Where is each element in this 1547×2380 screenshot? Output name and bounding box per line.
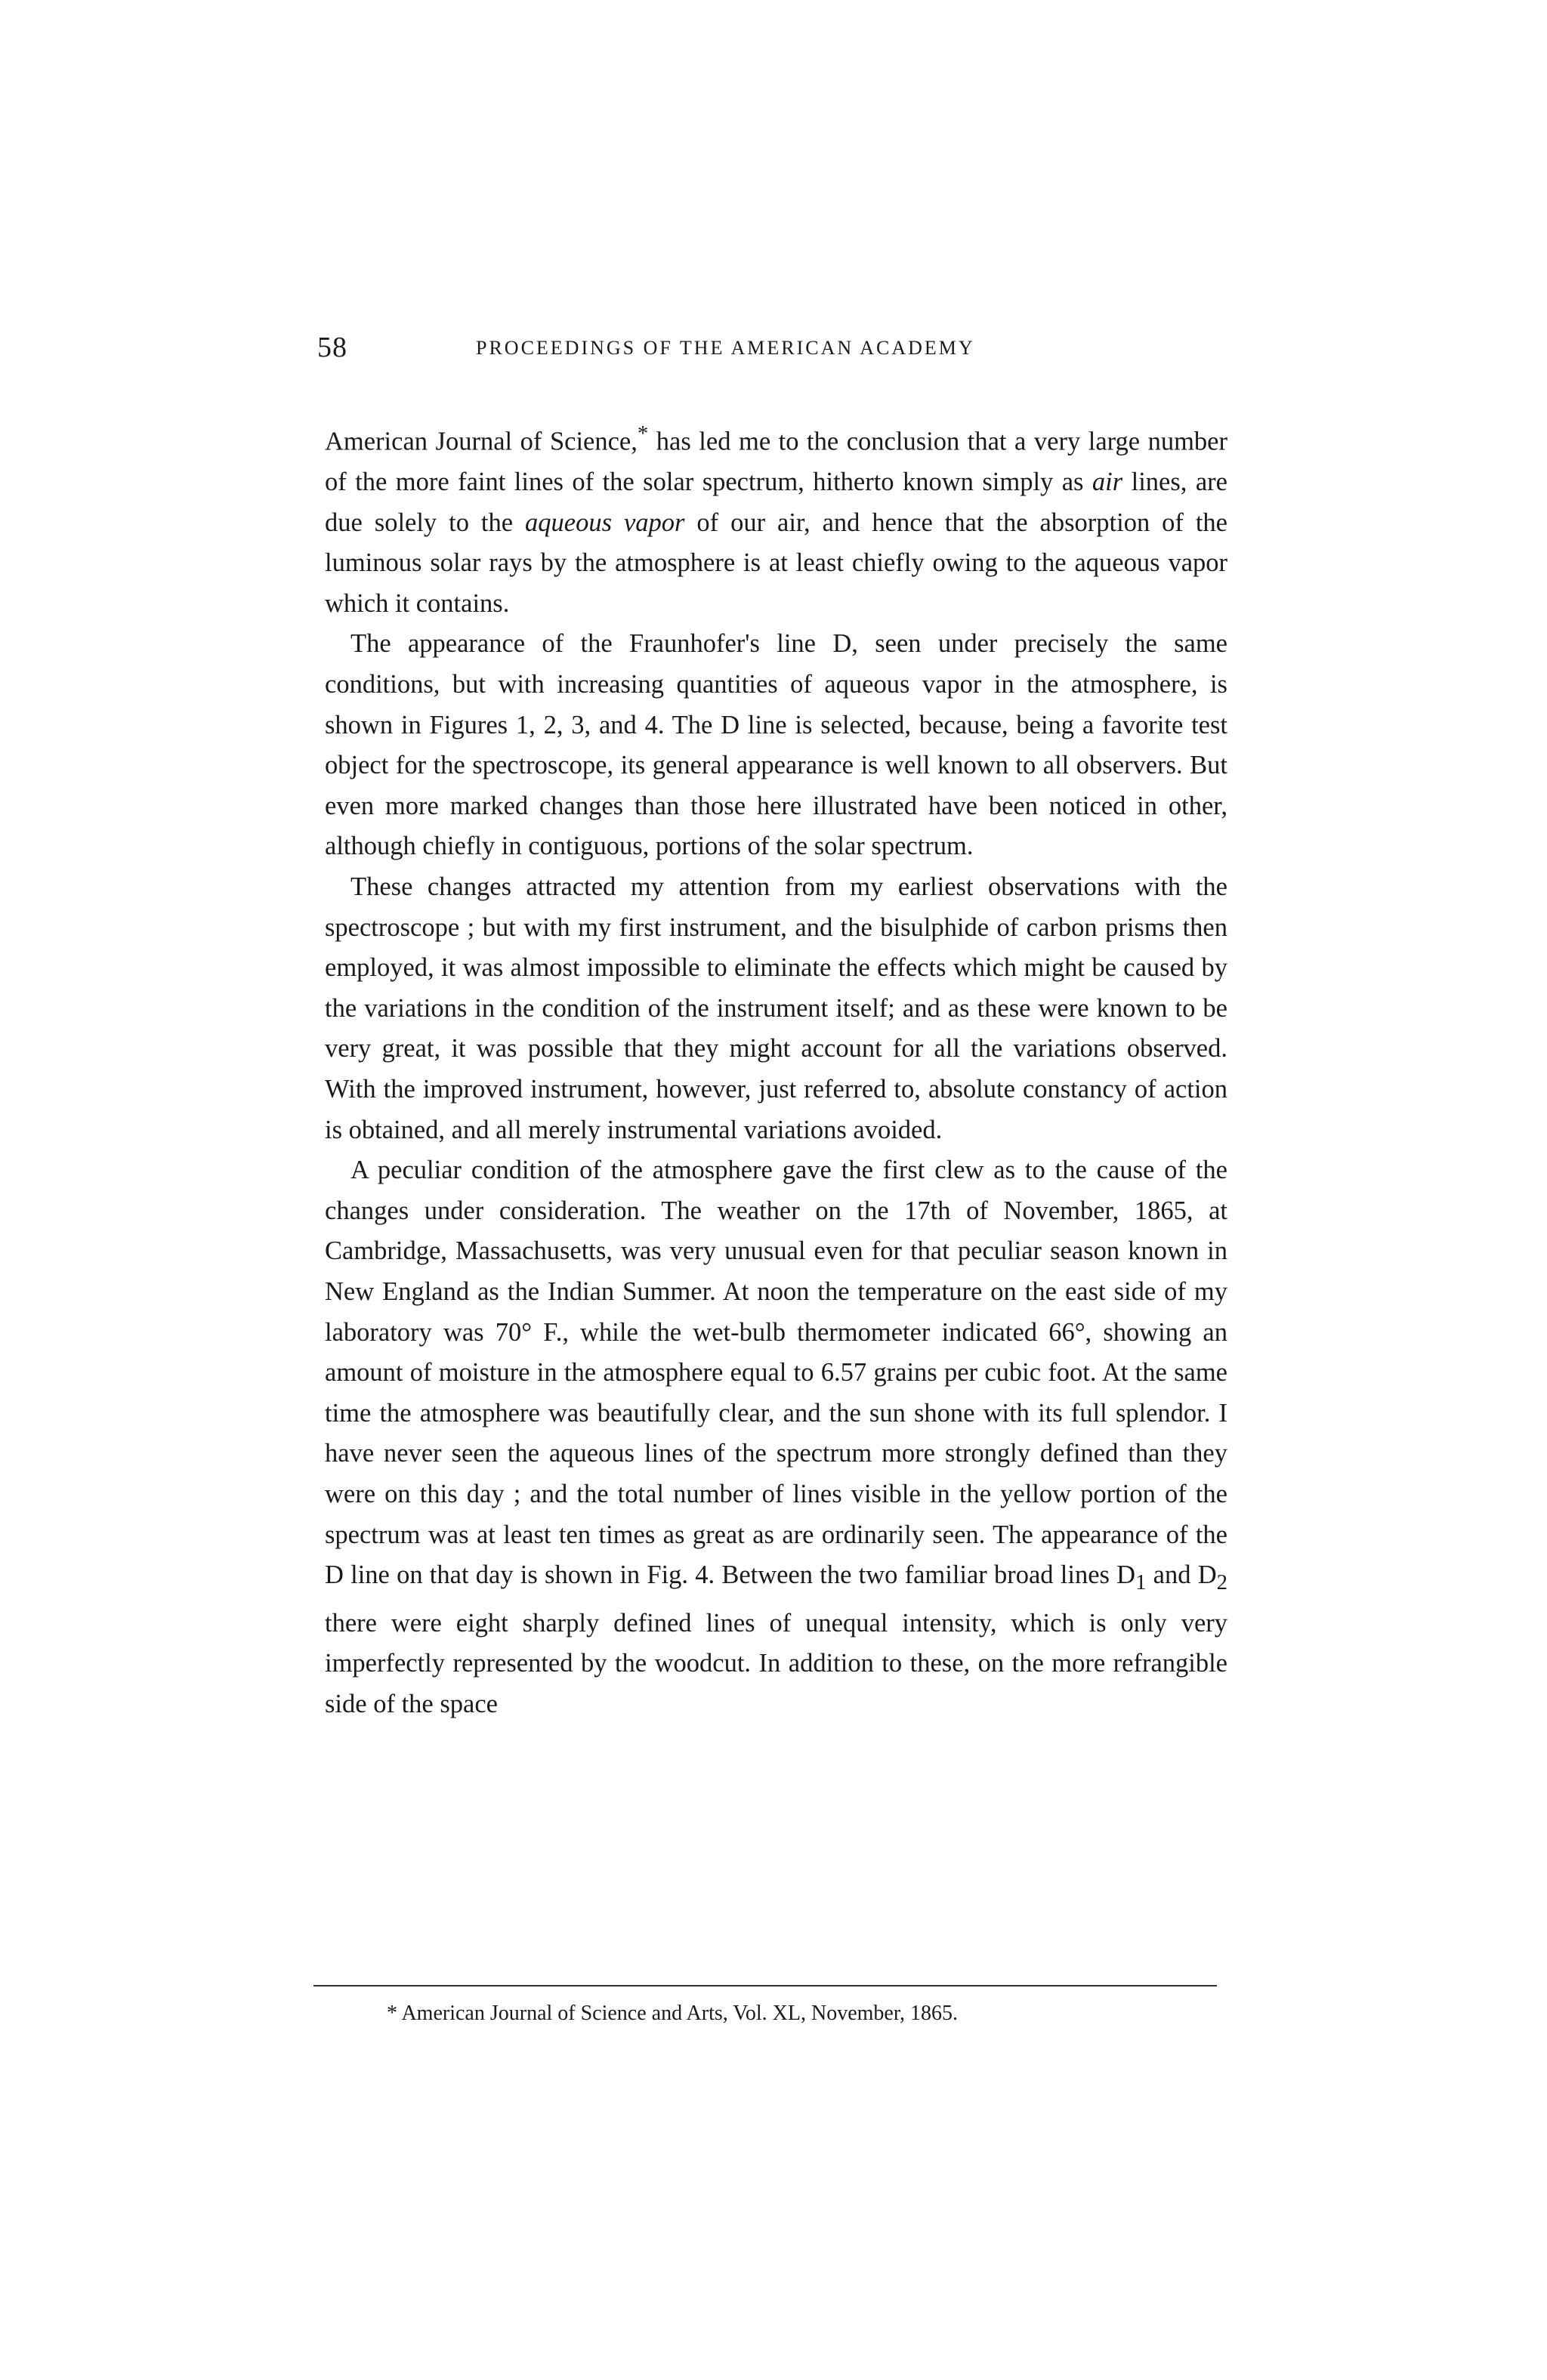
subscript-2: 2 xyxy=(1216,1570,1227,1595)
paragraph-1-text-a: American Journal of Science, xyxy=(325,427,638,456)
paragraph-4 xyxy=(325,1150,1227,1724)
footnote-reference: * xyxy=(637,421,649,446)
paragraph-1-text-d: of our air, and hence that the absorption of the luminous solar rays by the atmosphere is at least chiefly owing to the aqueous vapor which it contains. xyxy=(325,508,1227,618)
subscript-1: 1 xyxy=(1135,1570,1147,1595)
paragraph-4-text-b: and D xyxy=(1146,1560,1217,1590)
paragraph-2: The appearance of the Fraunhofer's line D, seen under precisely the same conditions, but with increasing quantities of aqueous vapor in the atmosphere, is shown in Figures 1, 2, 3, and 4. The D line is selected, because, being a favorite test object for the spectroscope, its general appearance is well known to all observers. But even more marked changes than those here illustrated have been noticed in other, although chiefly in contiguous, portions of the solar spectrum. xyxy=(325,629,1227,861)
paragraph-4-text-c: there were eight sharply defined lines of unequal intensity, which is only very imperfectly represented by the woodcut. In addition to these, on the more refrangible side of the space xyxy=(325,1608,1227,1718)
footnote-divider xyxy=(313,1985,1217,1986)
paragraph-4-text-a: A peculiar condition of the atmosphere gave the first clew as to the cause of the changes under consideration. The weather on the 17th of November, 1865, at Cambridge, Massachusetts, was very unusual even for that peculiar season known in New England as the Indian Summer. At noon the temperature on the east side of my laboratory was 70° F., while the wet-bulb thermometer indicated 66°, showing an amount of moisture in the atmosphere equal to 6.57 grains per cubic foot. At the same time the atmosphere was beautifully clear, and the sun shone with its full splendor. I have never seen the aqueous lines of the spectrum more strongly defined than they were on this day ; and the total number of lines visible in the yellow portion of the spectrum was at least ten times as great as are ordinarily seen. The appearance of the D line on that day is shown in Fig. 4. Between the two familiar broad lines D xyxy=(325,1156,1227,1590)
footnote-marker: * xyxy=(387,2002,397,2025)
footnote-text: American Journal of Science and Arts, Vol. XL, November, 1865. xyxy=(397,2002,959,2025)
body-text xyxy=(325,414,1227,1724)
footnote xyxy=(387,1999,958,2029)
paragraph-1-text-c: lines, are due solely to the xyxy=(325,468,1227,537)
running-head xyxy=(317,331,1224,376)
running-title: PROCEEDINGS OF THE AMERICAN ACADEMY xyxy=(476,337,975,359)
paragraph-1 xyxy=(325,414,1227,624)
emphasis-air: air xyxy=(1092,468,1123,497)
paragraph-1-text-b: has led me to the conclusion that a very large number of the more faint lines of the solar spectrum, hitherto known simply as xyxy=(325,427,1227,497)
page-number: 58 xyxy=(317,332,347,363)
paragraph-3: These changes attracted my attention from my earliest observations with the spectroscope ; but with my first instrument, and the bisulphide of carbon prisms then employed, it was almost impossible to eliminate the effects which might be caused by the variations in the condition of the instrument itself; and as these were known to be very great, it was possible that they might account for all the variations observed. With the improved instrument, however, just referred to, absolute constancy of action is obtained, and all merely instrumental variations avoided. xyxy=(325,872,1227,1144)
emphasis-aqueous-vapor: aqueous vapor xyxy=(525,508,685,537)
